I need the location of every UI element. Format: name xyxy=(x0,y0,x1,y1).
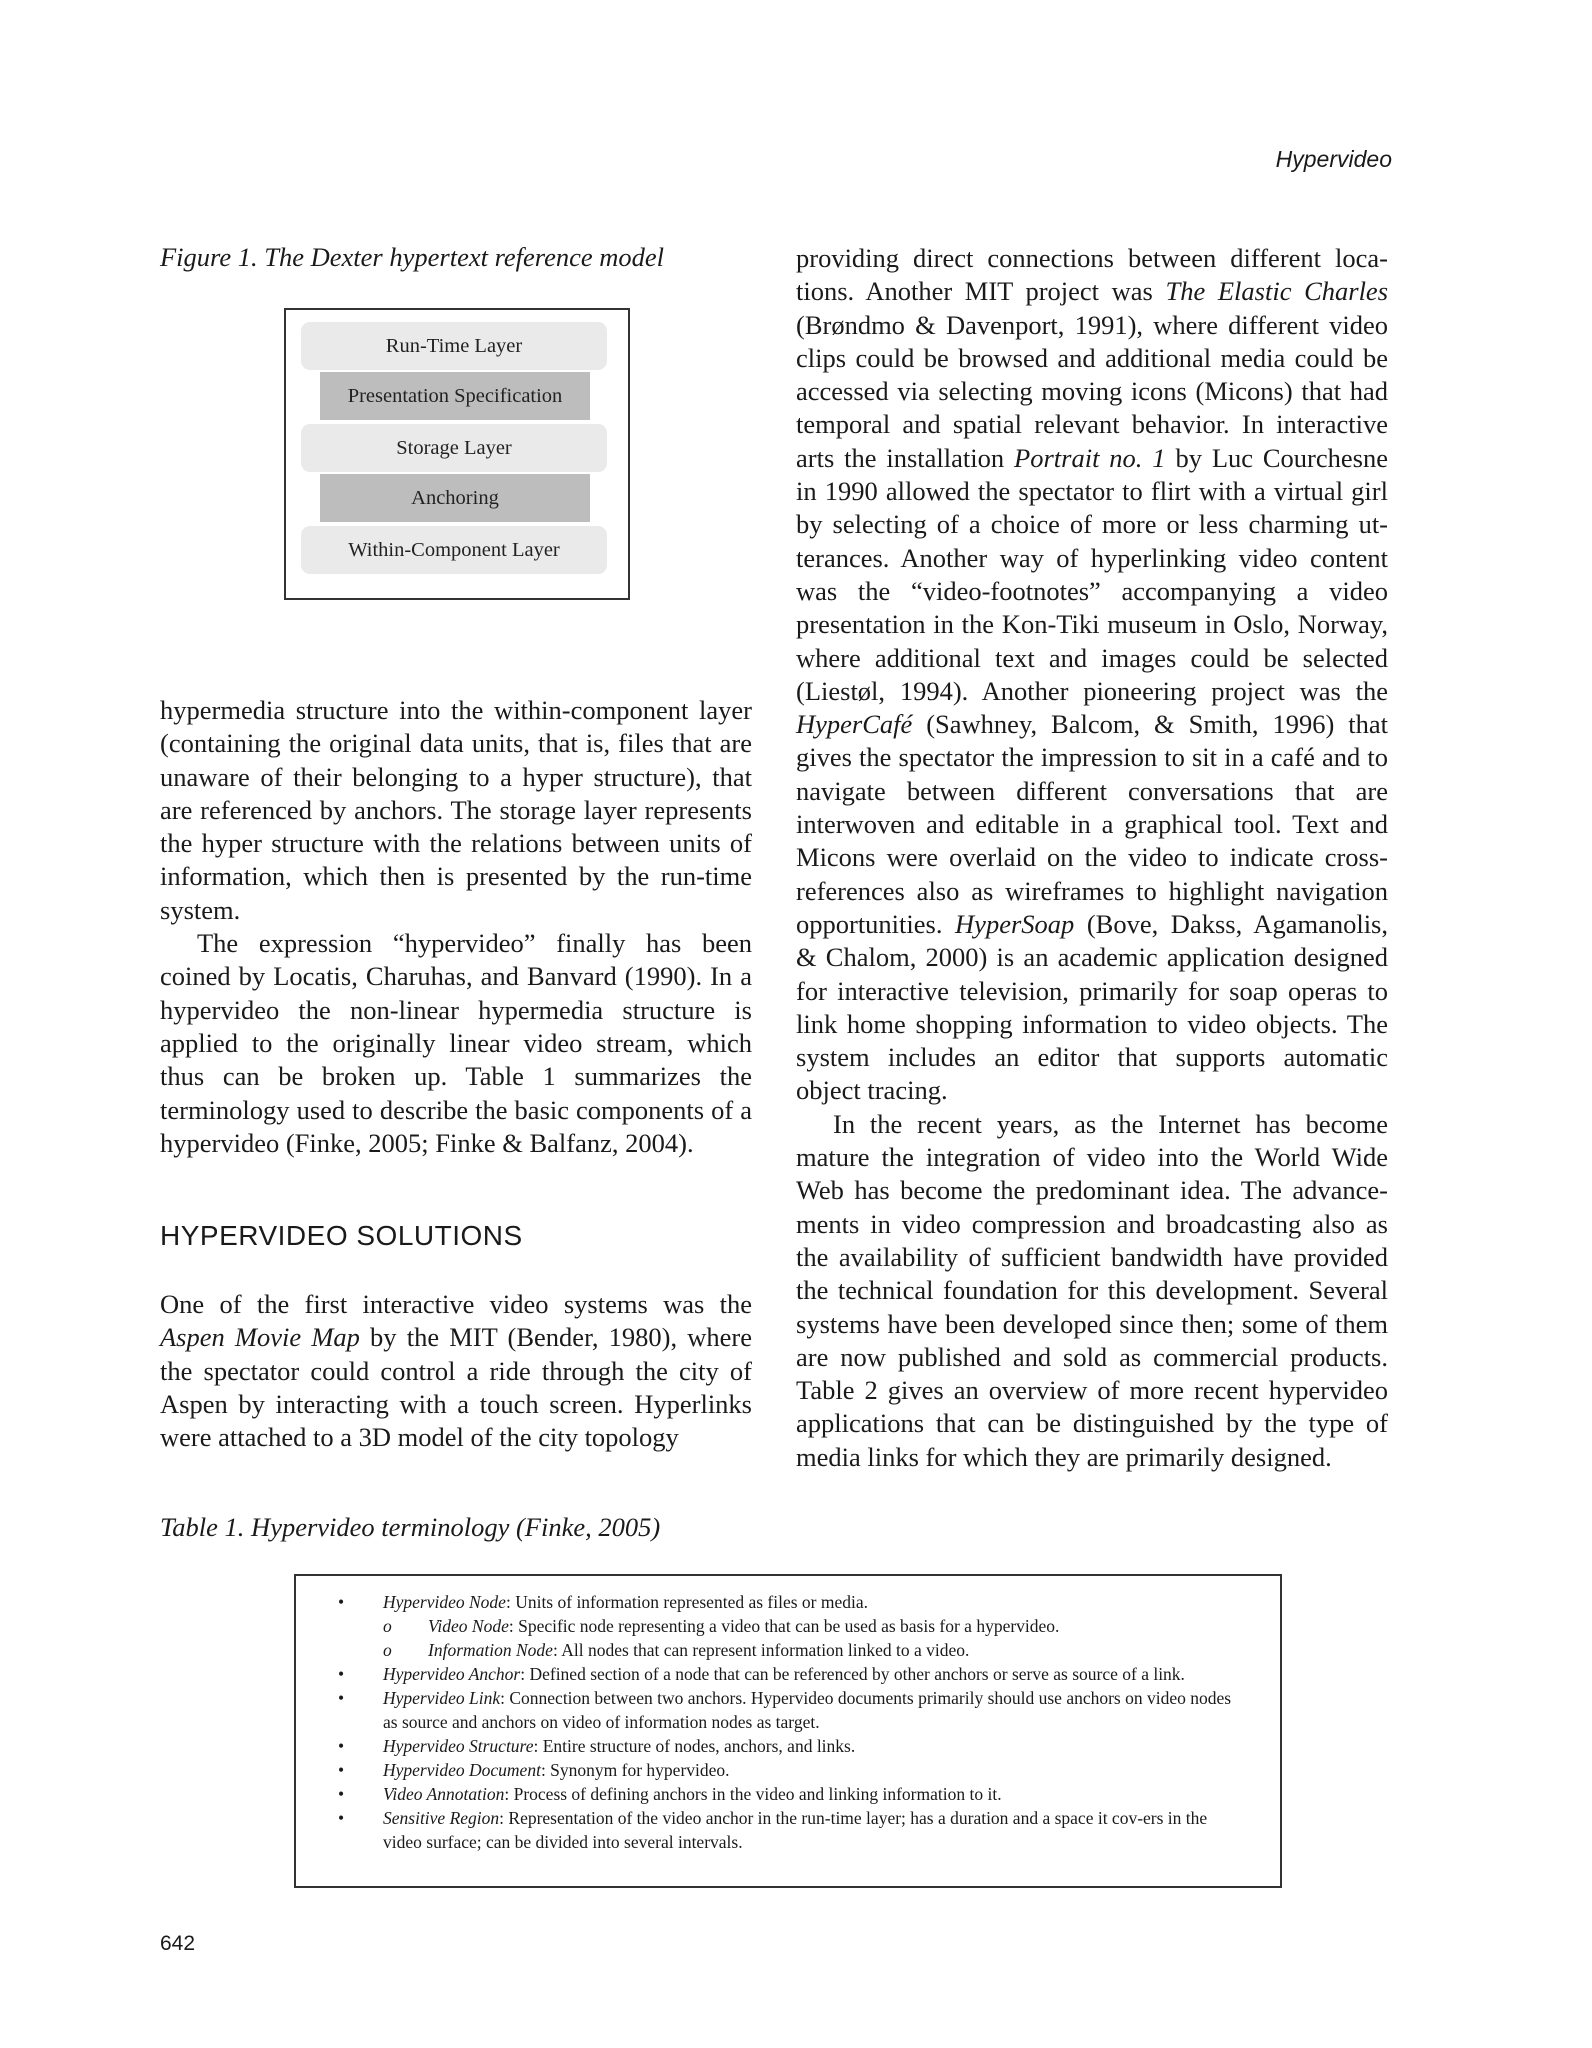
list-item: • Hypervideo Anchor: Defined section of a node that can be referenced by other anchors or serve as source of a link. xyxy=(338,1664,1185,1684)
list-item: o Video Node: Specific node representing a video that can be used as basis for a hypervideo. xyxy=(383,1616,1060,1636)
terminology-table xyxy=(294,1574,1282,1888)
paragraph: hypermedia structure into the within-component layer (containing the original data units, that is, files that are unaware of their belonging to a hyper structure), that are referenced by anchors. The storage layer represents the hyper structure with the relations between units of information, which then is presented by the run-time system. xyxy=(160,695,752,925)
list-item: o Information Node: All nodes that can represent information linked to a video. xyxy=(383,1640,970,1660)
dexter-model-figure xyxy=(284,308,630,600)
work-title: HyperCafé xyxy=(796,709,913,740)
paragraph: The expression “hypervideo” finally has been coined by Locatis, Charuhas, and Banvard (1990). In a hypervideo the non-linear hypermedia structure is applied to the originally linear video stream, which thus can be broken up. Table 1 summarizes the terminology used to describe the basic components of a hypervideo (Finke, 2005; Finke & Balfanz, 2004). xyxy=(160,928,752,1158)
work-title: HyperSoap xyxy=(955,908,1075,939)
paragraph: In the recent years, as the Internet has become mature the integration of video into the World Wide Web has become the predominant idea. The advance-ments in video compression and broadcasting also as the availability of sufficient bandwidth have provided the technical foundation for this development. Several systems have been developed since then; some of them are now published and sold as commercial products. Table 2 gives an overview of more recent hypervideo applications that can be distinguished by the type of media links for which they are primarily designed. xyxy=(796,1108,1388,1472)
list-item: • Video Annotation: Process of defining anchors in the video and linking information to it. xyxy=(338,1784,1002,1804)
left-column-section xyxy=(160,1288,752,1454)
list-item: • Sensitive Region: Representation of the video anchor in the run-time layer; has a duration and a space it cov-ers in the video surface; can be divided into several intervals. xyxy=(338,1808,1208,1852)
list-item: • Hypervideo Node: Units of information represented as files or media. xyxy=(338,1592,869,1612)
right-column xyxy=(796,242,1388,1474)
term-list xyxy=(338,1590,1238,1854)
table-caption: Table 1. Hypervideo terminology (Finke, 2005) xyxy=(160,1512,661,1542)
figure-caption: Figure 1. The Dexter hypertext reference model xyxy=(160,242,665,272)
run-time-layer: Run-Time Layer xyxy=(301,322,607,370)
list-item: • Hypervideo Link: Connection between two anchors. Hypervideo documents primarily should use anchors on video nodes as source and anchors on video of information nodes as target. xyxy=(338,1688,1232,1732)
list-item: • Hypervideo Structure: Entire structure of nodes, anchors, and links. xyxy=(338,1736,856,1756)
section-heading: HYPERVIDEO SOLUTIONS xyxy=(160,1220,523,1251)
paragraph: providing direct connections between different loca-tions. Another MIT project was The Elastic Charles (Brøndmo & Davenport, 1991), where different video clips could be browsed and additional media could be accessed via selecting moving icons (Micons) that had temporal and spatial relevant behavior. In interactive arts the installation Portrait no. 1 by Luc Courchesne in 1990 allowed the spectator to flirt with a virtual girl by selecting of a choice of more or less charming ut-terances. Another way of hyperlinking video content was the “video-footnotes” accompanying a video presentation in the Kon-Tiki museum in Oslo, Norway, where additional text and images could be selected (Liestøl, 1994). Another pioneering project was the HyperCafé (Sawhney, Balcom, & Smith, 1996) that gives the spectator the impression to sit in a café and to navigate between different conversations that are interwoven and editable in a graphical tool. Text and Micons were overlaid on the video to indicate cross-references also as wireframes to highlight navigation opportunities. HyperSoap (Bove, Dakss, Agamanolis, & Chalom, 2000) is an academic application designed for interactive television, primarily for soap operas to link home shopping information to video objects. The system includes an editor that supports automatic object tracing. xyxy=(796,243,1389,1106)
presentation-specification-layer: Presentation Specification xyxy=(320,372,590,420)
list-item: • Hypervideo Document: Synonym for hypervideo. xyxy=(338,1760,730,1780)
running-head: Hypervideo xyxy=(1275,146,1392,172)
storage-layer: Storage Layer xyxy=(301,424,607,472)
paragraph: One of the first interactive video systems was the Aspen Movie Map by the MIT (Bender, 1980), where the spectator could control a ride through the city of Aspen by interacting with a touch screen. Hyperlinks were attached to a 3D model of the city topology xyxy=(160,1289,752,1453)
page-number: 642 xyxy=(160,1932,196,1955)
work-title: Portrait no. 1 xyxy=(1014,442,1166,473)
within-component-layer: Within-Component Layer xyxy=(301,526,607,574)
work-title: The Elastic Charles xyxy=(1165,276,1389,307)
anchoring-layer: Anchoring xyxy=(320,474,590,522)
work-title: Aspen Movie Map xyxy=(160,1322,360,1353)
left-column xyxy=(160,694,752,1160)
